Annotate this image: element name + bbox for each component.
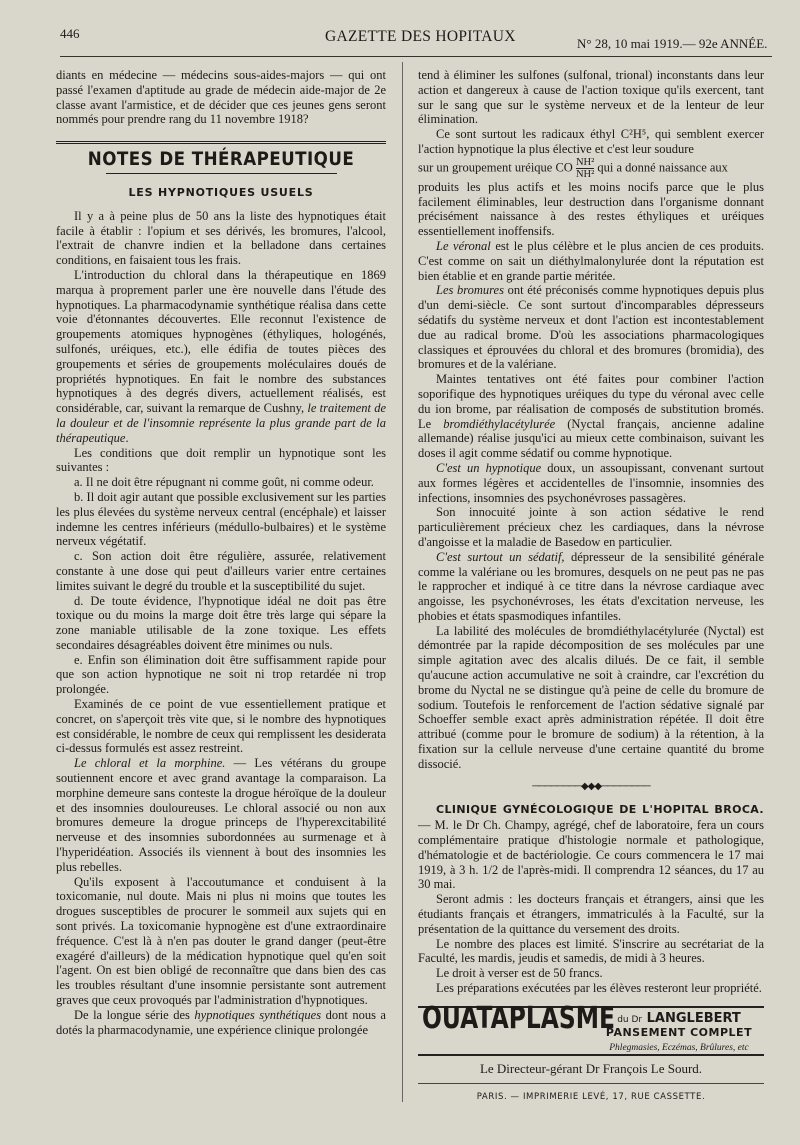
condition-e: e. Enfin son élimination doit être suffisamment rapide pour que son action hypnotique ne soit ni trop retardée ni trop prolongée.: [56, 652, 386, 697]
paragraph: [418, 283, 764, 372]
ad-name: LANGLEBERT: [646, 1010, 741, 1026]
text-run: (Nyctal français, ancienne adaline allemande) réalise jusqu'ici au mieux cette combinaison, suivant les doses il agit comme sédatif ou comme hypnotique.: [418, 416, 765, 461]
italic-term: C'est un hypnotique: [436, 460, 542, 475]
header-rule: [60, 56, 772, 57]
left-column: [56, 68, 386, 1037]
notice-paragraph: Le nombre des places est limité. S'inscrire au secrétariat de la Faculté, les mardis, jeudis et samedis, de midi à 3 heures.: [418, 936, 764, 966]
ad-brand: OUATAPLASME: [422, 1000, 616, 1036]
text-run: qui a donné naissance aux: [594, 160, 728, 175]
italic-term: Le véronal: [436, 238, 491, 253]
paragraph: Ce sont surtout les radicaux éthyl C²H⁵, qui semblent exercer l'action hypnotique la plus élective et c'est leur soudure: [418, 127, 764, 156]
column-divider: [402, 62, 403, 1102]
paragraph: [418, 372, 764, 461]
director-line: Le Directeur-gérant Dr François Le Sourd.: [479, 1060, 703, 1076]
intro-paragraph: diants en médecine — médecins sous-aides-majors — qui ont passé l'examen d'aptitude au grade de médecin aide-major de 2e classe avant l'armistice, et de décider que ces jeunes gens seront nommés pour prendre rang du 11 novembre 1918?: [56, 68, 386, 127]
article-subtitle: LES HYPNOTIQUES USUELS: [128, 185, 314, 199]
text-run: sur un groupement uréique CO: [418, 160, 573, 175]
text-run: dont nous a dotés la pharmacodynamie, une expérience clinique prolongée: [56, 1007, 386, 1037]
paragraph: [56, 1008, 386, 1038]
notice-paragraph: Le droit à verser est de 50 francs.: [436, 966, 603, 981]
page-number: 446: [60, 26, 80, 41]
paragraph: [56, 268, 386, 446]
section-title: NOTES DE THÉRAPEUTIQUE: [87, 148, 355, 171]
paragraph: Les conditions que doit remplir un hypnotique sont les suivantes :: [56, 445, 386, 475]
text-run: .: [125, 430, 129, 445]
journal-title: GAZETTE DES HOPITAUX: [325, 28, 516, 45]
text-run: — Les vétérans du groupe soutiennent encore et avec grand avantage la comparaison. La morphine demeure sans conteste la drogue héroïque de la douleur et des insomnies douloureuses. Le chloral associé ou non aux bromures demeure la drogue princeps de l'hyperexcitabilité nerveuse et des insomnies subordonnées au surmenage et à l'hyperidéation. Associés ils viennent à bout des insomnies les plus rebelles.: [56, 756, 387, 874]
paragraph: [418, 461, 764, 505]
page-header: [55, 26, 775, 50]
notice-heading: CLINIQUE GYNÉCOLOGIQUE DE L'HOPITAL BROCA.: [436, 803, 764, 817]
italic-quote: le traitement de la douleur et de l'insomnie représente la plus grande part de la thérapeutique: [56, 401, 386, 445]
text-run: est le plus célèbre et le plus ancien de ces produits. C'est comme on sait un diéthylmalonylurée dont la réputation est bien établie et en grande partie méritée.: [418, 238, 764, 283]
paragraph: Son innocuité jointe à son action sédative le rend particulièrement précieux chez les cardiaques, dans la névrose d'angoisse et la maladie de Basedow en particulier.: [418, 505, 764, 549]
paragraph: Il y a à peine plus de 50 ans la liste des hypnotiques était facile à établir : l'opium et ses dérivés, les bromures, l'alcool, l'extrait de chanvre indien et la belladone dans certaines conditions, en faisaient tous les frais.: [56, 208, 386, 268]
paragraph: Examinés de ce point de vue essentiellement pratique et concret, on s'aperçoit très vite que, si le nombre des hypnotiques est considérable, le nombre de ceux qui remplissent les desiderata ci-dessus formulés est assez restreint.: [56, 697, 386, 756]
condition-c: c. Son action doit être régulière, assurée, relativement constante à une dose qui peut d'ailleurs varier entre certaines limites suivant le degré du trouble et la susceptibilité du sujet.: [56, 549, 386, 593]
issue-info: N° 28, 10 mai 1919.— 92e ANNÉE.: [577, 36, 768, 51]
paragraph: tend à éliminer les sulfones (sulfonal, trional) inconstants dans leur action et dangereux à cause de l'action toxique qu'ils exercent, tant sur le sang que sur le système nerveux et de la lenteur de leur élimination.: [418, 68, 764, 127]
printer-line: PARIS. — IMPRIMERIE LEVÉ, 17, RUE CASSETTE.: [418, 1083, 764, 1105]
ad-details: [594, 1012, 764, 1056]
ad-prefix: du Dr: [617, 1014, 643, 1025]
text-run: ont été préconisés comme hypnotiques depuis plus d'un demi-siècle. Ce sont surtout d'incomparables dépresseurs sédatifs du système nerveux et dont l'action est incontestablement due au radical brome. D'où les associations pharmacologiques classiques et éprouvées du chloral et des bromures (bromidia), des bromures et de la valériane.: [418, 283, 764, 372]
formula-top: NH²: [575, 156, 595, 168]
notice-paragraph: [418, 802, 764, 892]
text-run: Maintes tentatives ont été faites pour combiner l'action soporifique des hypnotiques uréiques du type du véronal avec celle du ion brome, par réalisation de composés de substitution bromés. Le: [418, 372, 764, 431]
paragraph: [418, 550, 764, 624]
notice-paragraph: Seront admis : les docteurs français et étrangers, ainsi que les étudiants français et étrangers, immatriculés à la Faculté, sur la présentation de la quittance du versement des droits.: [418, 892, 764, 936]
formula-bottom: NH²: [575, 168, 595, 180]
paragraph: Qu'ils exposent à l'accoutumance et conduisent à la toxicomanie, nul doute. Mais ni plus ni moins que toutes les drogues susceptibles de procurer le sommeil aux sujets qui en sont privés. La toxicomanie hypnogène est d'une extraordinaire fréquence. C'est là à n'en pas douter le grand danger (peut-être exagéré d'ailleurs) de la médication hypnotique quel qu'en soit l'agent. On est bien obligé de reconnaître que dans bien des cas les troubles résultant d'une insomnie persistante sont autrement graves que ceux provoqués par l'administration d'hypnotiques.: [56, 874, 386, 1008]
advertisement: [418, 1000, 764, 1056]
text-run: — M. le Dr Ch. Champy, agrégé, chef de laboratoire, fera un cours complémentaire pratique d'histologie normale et pathologique, d'hématologie et de bactériologie. Ce cours commencera le 17 mai 1919, à 3 h. 1/2 de l'après-midi. Il comprendra 12 séances, du 17 au 30 mai.: [418, 818, 764, 892]
condition-b: b. Il doit agir autant que possible exclusivement sur les parties les plus élevées du système nerveux central (encéphale) et laisser indemne les centres inférieurs (médullo-bulbaires) et le système nerveux végétatif.: [56, 489, 386, 549]
paragraph: La labilité des molécules de bromdiéthylacétylurée (Nyctal) est démontrée par la rapide décomposition de ses molécules par une simple agitation avec des alcalis dilués. De ce fait, il semble qu'aucune action accumulative ne soit à craindre, car l'excrétion du brome du Nyctal ne se distingue qu'à peine de celle du bromure de sodium. Toutefois le renforcement de l'action sédative signalé par Schoeffer semble exact après administration répétée. Il doit être attribué (comme pour le bromure de sodium) à la rétention, à la fixation sur la cellule nerveuse d'une certaine quantité du brome dissocié.: [418, 623, 764, 771]
right-column: [418, 68, 764, 1104]
formula-line: [418, 157, 764, 180]
ad-indications: Phlegmasies, Eczémas, Brûlures, etc: [609, 1043, 749, 1054]
thin-rule: [106, 173, 337, 174]
condition-a: a. Il ne doit être répugnant ni comme goût, ni comme odeur.: [74, 475, 374, 490]
section-header: [56, 141, 386, 174]
text-run: L'introduction du chloral dans la thérapeutique en 1869 marqua à proprement parler une ère nouvelle dans l'étude des hypnotiques. La pharmacodynamie synthétique réalisa dans cette voie d'étonnantes découvertes. Elle reconnut l'existence de groupements atomiques hypnogènes (éthyliques, hologénés, sulfonés, uréiques, etc.), elle édifia de toutes pièces des groupements et séries de groupements moléculaires doués de propriétés hypnotiques. En fait le nombre des substances hypnotiques à des degrés divers, actuellement réalisés, est considérable, car, suivant la remarque de Cushny,: [56, 267, 386, 416]
italic-term: bromdiéthylacétylurée: [443, 416, 556, 431]
ad-product: PANSEMENT COMPLET: [605, 1025, 753, 1039]
separator-ornament: ────────◆◆◆────────: [532, 780, 650, 792]
italic-heading: Le chloral et la morphine.: [74, 756, 226, 771]
double-rule: [56, 141, 386, 144]
text-run: doux, un assoupissant, convenant surtout aux formes légères et accidentelles de l'insomnie, insomnies des infections, insomnies des psychonévroses passagères.: [418, 460, 764, 505]
italic-term: hypnotiques synthétiques: [194, 1007, 322, 1022]
paragraph: [418, 239, 764, 283]
text-run: dépresseur de la sensibilité générale comme la valériane ou les bromures, desquels on ne peut pas ne pas le rapprocher et indiqué à ce titre dans la névrose cardiaque avec angoisse, les psychonévroses, les états d'excitation nerveuse, les phobies et états spasmodiques infantiles.: [418, 549, 764, 623]
urea-formula: [576, 157, 594, 180]
italic-term: Les bromures: [436, 283, 504, 298]
notice-paragraph: Les préparations exécutées par les élèves resteront leur propriété.: [436, 981, 762, 996]
text-run: De la longue série des: [74, 1007, 195, 1022]
condition-d: d. De toute évidence, l'hypnotique idéal ne doit pas être toxique ou du moins la marge doit être très large qui sépare la zone maniable utilisable de la zone toxique. Les effets secondaires désagréables doivent être minimes ou nuls.: [56, 593, 386, 652]
paragraph: [56, 756, 386, 874]
italic-term: C'est surtout un sédatif,: [436, 549, 565, 564]
paragraph: produits les plus actifs et les moins nocifs parce que le plus facilement éliminables, leur destruction dans l'organisme donnant précisément naissance à des restes éthyliques et uréiques essentiellement inoffensifs.: [418, 179, 764, 239]
